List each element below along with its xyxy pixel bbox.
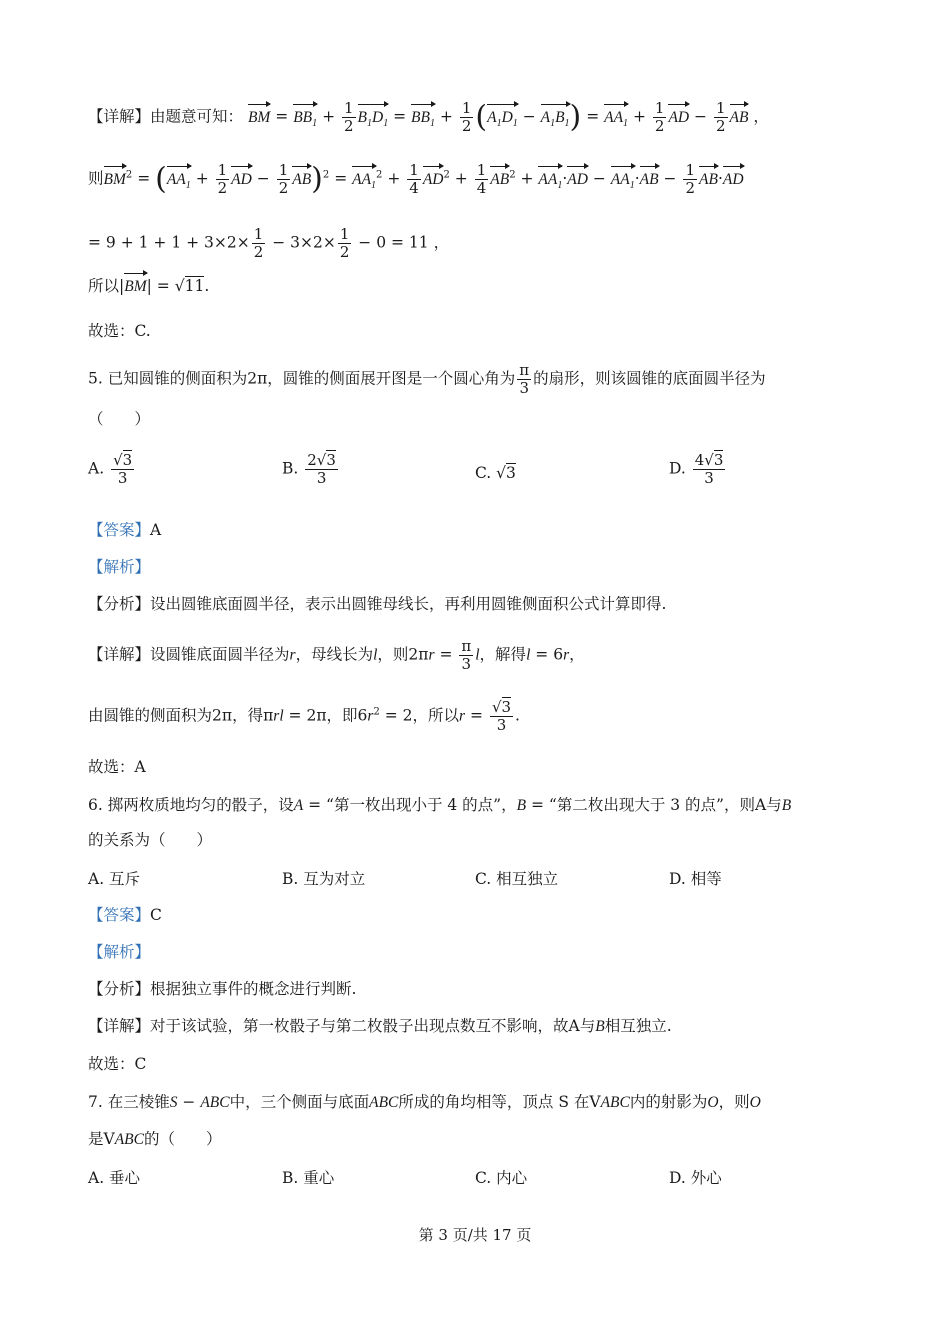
q5-option-c: C. √3: [475, 464, 516, 482]
q5-paren: （ ）: [88, 410, 151, 428]
q6-stem-b: “第一枚出现小于 4 的点”，: [326, 796, 517, 814]
detail-a: 对于该试验，第一枚骰子与第二枚骰子出现点数互不影响，故: [150, 1017, 569, 1035]
option-label: D.: [669, 459, 686, 478]
q4-detail-line2: 则$BM^2 = (AA_1$ + $\frac{1}{2}$ AD − $\frac{1}{2}$ $AB)^2 = AA_1^2$ + $\frac{1}{4}$ $AD^2$ + $\frac{1}{4}$ $AB^2 + AA_1\cdot AD - AA_1\cdot AB$ − $\frac{1}{2}$ AB·AD: [88, 161, 744, 197]
answer-tag: 【答案】: [88, 521, 151, 539]
q7-stem-line2: 是VABC的（ ）: [88, 1130, 222, 1148]
detail-b: ，母线长为: [295, 645, 374, 664]
q5-stem-b: ，圆锥的侧面展开图是一个圆心角为: [267, 369, 516, 388]
option-label: A.: [88, 459, 105, 478]
q7-option-c: C. 内心: [475, 1169, 528, 1187]
analysis-label: 【分析】: [88, 595, 151, 613]
page-footer: 第 3 页/共 17 页: [418, 1226, 532, 1244]
q5-stem: 5. 已知圆锥的侧面积为2π，圆锥的侧面展开图是一个圆心角为 $\frac{\pi}{3}$ 的扇形，则该圆锥的底面圆半径为: [88, 361, 766, 397]
detail-tag: 【详解】: [88, 1017, 151, 1035]
q7-stem-c: 所成的角均相等，顶点 S 在: [398, 1093, 590, 1111]
answer-tag: 【答案】: [88, 906, 151, 924]
q7-stem-a: 7. 在三棱锥: [88, 1093, 170, 1111]
q4-so-line: 所以|BM| = √11.: [88, 275, 209, 298]
q6-stem: 6. 掷两枚质地均匀的骰子，设A = “第一枚出现小于 4 的点”，B = “第二枚出现大于 3 的点”，则A与B: [88, 796, 792, 814]
q6-detail: 【详解】对于该试验，第一枚骰子与第二枚骰子出现点数互不影响，故A与B相互独立.: [88, 1017, 672, 1035]
then-text: 则: [88, 169, 104, 188]
q6-stem-line2: 的关系为（ ）: [88, 831, 213, 849]
q6-answer: [88, 904, 162, 926]
q5-stem-c: 的扇形，则该圆锥的底面圆半径为: [533, 369, 766, 388]
analysis-text: 设出圆锥底面圆半径，表示出圆锥母线长，再利用圆锥侧面积公式计算即得.: [150, 595, 667, 613]
q5-analysis-tag: 【解析】: [88, 558, 151, 576]
q4-detail-line1: 【详解】由题意可知： BM = $BB_1$ + $\frac{1}{2}$ $B_1D_1 = BB_1$ + $\frac{1}{2}$ $(A_1D_1 - A_1B_1) = AA_1$ + $\frac{1}{2}$ AD − $\frac{1}{2}$ AB ，: [88, 99, 769, 135]
q5-detail: 【详解】设圆锥底面圆半径为r，母线长为l，则2πr = $\frac{\pi}{3}$ l，解得l = 6r，: [88, 637, 585, 673]
q5-answer: [88, 519, 161, 541]
detail-tag: 【详解】: [88, 645, 151, 664]
line2-b: ，得: [232, 706, 264, 725]
q5-choose: 故选：A: [88, 758, 146, 776]
detail-e: ，: [569, 645, 585, 664]
q7-stem-b: 中，三个侧面与底面: [229, 1093, 370, 1111]
q5-option-b: B. $\frac{2√3}{3}$: [282, 451, 336, 487]
q7-stem-d: 内的射影为: [629, 1093, 708, 1111]
q7-line2-a: 是: [88, 1130, 104, 1148]
q6-stem-c: “第二枚出现大于 3 的点”，则: [548, 796, 755, 814]
detail-c: 相互独立.: [604, 1017, 672, 1035]
q7-line2-b: 的（ ）: [144, 1130, 222, 1148]
q5-stem-a: 5. 已知圆锥的侧面积为: [88, 369, 248, 388]
so-text: 所以: [88, 277, 120, 295]
q6-stem-a: 6. 掷两枚质地均匀的骰子，设: [88, 796, 294, 814]
q7-option-b: B. 重心: [282, 1169, 335, 1187]
q6-stem-d: 与: [766, 796, 782, 814]
detail-a: 设圆锥底面圆半径为: [150, 645, 290, 664]
q4-calc-line: = 9 + 1 + 1 + 3×2× $\frac{1}{2}$ − 3×2× $\frac{1}{2}$ − 0 = 11 ，: [88, 225, 450, 261]
answer-value: A: [150, 521, 162, 539]
analysis-text: 根据独立事件的概念进行判断.: [150, 980, 357, 998]
q6-analysis-tag: 【解析】: [88, 943, 151, 961]
detail-tag: 【详解】: [88, 107, 151, 126]
q6-option-b: B. 互为对立: [282, 870, 366, 888]
q5-analysis: [88, 593, 666, 615]
q6-choose: 故选：C: [88, 1055, 147, 1073]
line2-a: 由圆锥的侧面积为: [88, 706, 213, 725]
q5-detail-line2: 由圆锥的侧面积为2π，得πrl = 2π，即$6r^2 = 2$，所以r = $\frac{√3}{3}$ .: [88, 698, 520, 734]
q6-analysis: [88, 978, 356, 1000]
answer-value: C: [150, 906, 162, 924]
option-label: B.: [282, 459, 299, 478]
q5-option-d: D. $\frac{4√3}{3}$: [669, 451, 724, 487]
detail-d: ，解得: [479, 645, 527, 664]
q7-stem-e: ，则: [718, 1093, 750, 1111]
detail-b: 与: [579, 1017, 596, 1035]
line2-d: ，所以: [412, 706, 460, 725]
option-label: C.: [475, 464, 492, 482]
q6-option-a: A. 互斥: [88, 870, 141, 888]
q7-stem: 7. 在三棱锥S − ABC中，三个侧面与底面ABC所成的角均相等，顶点 S 在VABC内的射影为O，则O: [88, 1093, 761, 1111]
q7-option-a: A. 垂心: [88, 1169, 141, 1187]
detail-c: ，则: [377, 645, 409, 664]
q7-option-d: D. 外心: [669, 1169, 722, 1187]
q4-choose: 故选：C.: [88, 322, 151, 340]
q6-option-d: D. 相等: [669, 870, 722, 888]
analysis-label: 【分析】: [88, 980, 151, 998]
q6-option-c: C. 相互独立: [475, 870, 559, 888]
two-pi: 2π: [247, 369, 268, 388]
q5-option-a: A. $\frac{√3}{3}$: [88, 451, 133, 487]
detail-intro: 由题意可知：: [150, 107, 244, 126]
line2-c: ，即: [326, 706, 358, 725]
